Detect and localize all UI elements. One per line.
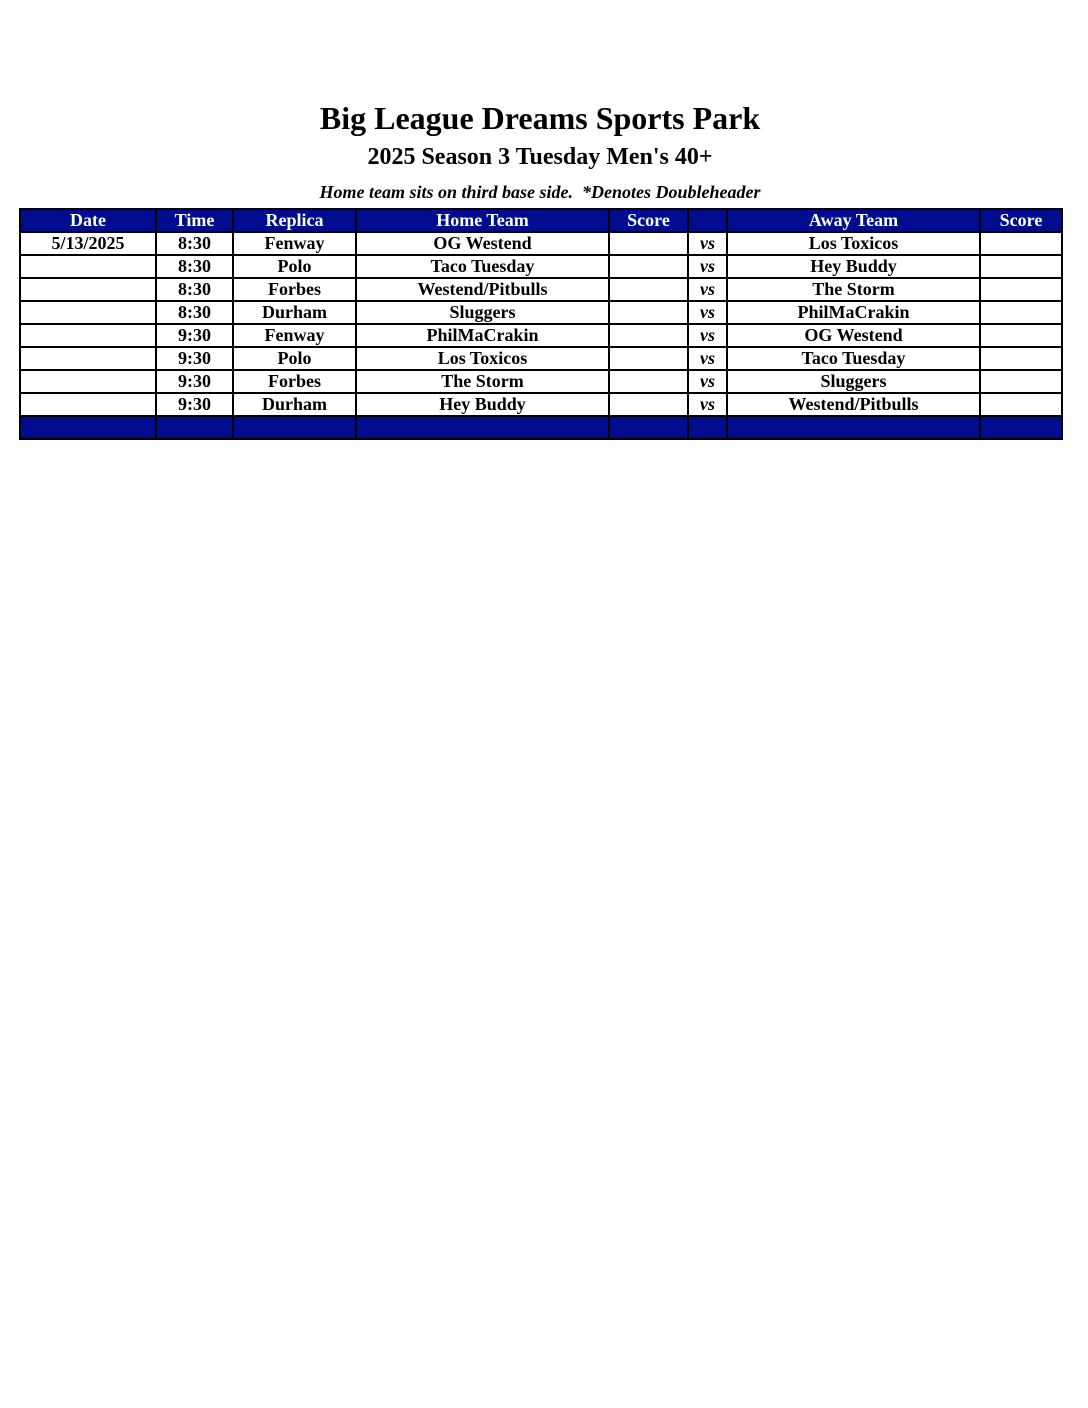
- away-team-cell: Hey Buddy: [727, 255, 980, 278]
- time-cell: 8:30: [156, 278, 233, 301]
- home-team-cell: Taco Tuesday: [356, 255, 609, 278]
- column-header-home-score: Score: [609, 209, 688, 232]
- column-header-away-team: Away Team: [727, 209, 980, 232]
- table-row: [20, 324, 1062, 347]
- home-team-cell: Hey Buddy: [356, 393, 609, 416]
- home-score-cell: [609, 393, 688, 416]
- page-title: Big League Dreams Sports Park: [319, 100, 761, 136]
- column-header-time: Time: [156, 209, 233, 232]
- column-header-vs: [688, 209, 727, 232]
- table-header-row: [20, 209, 1062, 232]
- page-subtitle: 2025 Season 3 Tuesday Men's 40+: [367, 144, 713, 170]
- replica-field-cell: Polo: [233, 255, 356, 278]
- away-team-cell: Sluggers: [727, 370, 980, 393]
- date-cell: [20, 347, 156, 370]
- replica-field-cell: Fenway: [233, 324, 356, 347]
- table-footer-bar: [20, 416, 1062, 439]
- table-row: [20, 278, 1062, 301]
- home-team-cell: PhilMaCrakin: [356, 324, 609, 347]
- footer-cell: [20, 416, 156, 439]
- date-cell: [20, 393, 156, 416]
- vs-cell: vs: [688, 347, 727, 370]
- table-row: [20, 301, 1062, 324]
- away-team-cell: Westend/Pitbulls: [727, 393, 980, 416]
- schedule-table: [19, 208, 1063, 440]
- home-team-cell: Los Toxicos: [356, 347, 609, 370]
- home-score-cell: [609, 370, 688, 393]
- time-cell: 9:30: [156, 347, 233, 370]
- home-team-cell: OG Westend: [356, 232, 609, 255]
- footer-cell: [356, 416, 609, 439]
- home-score-cell: [609, 301, 688, 324]
- time-cell: 9:30: [156, 324, 233, 347]
- footer-cell: [233, 416, 356, 439]
- home-score-cell: [609, 255, 688, 278]
- column-header-date: Date: [20, 209, 156, 232]
- date-cell: 5/13/2025: [20, 232, 156, 255]
- home-score-cell: [609, 347, 688, 370]
- date-cell: [20, 255, 156, 278]
- date-cell: [20, 278, 156, 301]
- away-team-cell: Los Toxicos: [727, 232, 980, 255]
- away-score-cell: [980, 255, 1062, 278]
- away-score-cell: [980, 393, 1062, 416]
- time-cell: 8:30: [156, 232, 233, 255]
- column-header-away-score: Score: [980, 209, 1062, 232]
- date-cell: [20, 370, 156, 393]
- home-team-cell: The Storm: [356, 370, 609, 393]
- vs-cell: vs: [688, 278, 727, 301]
- replica-field-cell: Polo: [233, 347, 356, 370]
- time-cell: 8:30: [156, 255, 233, 278]
- away-score-cell: [980, 301, 1062, 324]
- replica-field-cell: Durham: [233, 301, 356, 324]
- away-team-cell: OG Westend: [727, 324, 980, 347]
- vs-cell: vs: [688, 301, 727, 324]
- away-score-cell: [980, 347, 1062, 370]
- footer-cell: [688, 416, 727, 439]
- table-row: [20, 393, 1062, 416]
- home-team-cell: Sluggers: [356, 301, 609, 324]
- footer-cell: [609, 416, 688, 439]
- schedule-note: Home team sits on third base side. *Denotes Doubleheader: [319, 182, 761, 202]
- away-team-cell: PhilMaCrakin: [727, 301, 980, 324]
- column-header-replica: Replica: [233, 209, 356, 232]
- home-score-cell: [609, 278, 688, 301]
- table-row: [20, 370, 1062, 393]
- away-team-cell: The Storm: [727, 278, 980, 301]
- footer-cell: [156, 416, 233, 439]
- vs-cell: vs: [688, 393, 727, 416]
- replica-field-cell: Fenway: [233, 232, 356, 255]
- away-score-cell: [980, 232, 1062, 255]
- vs-cell: vs: [688, 232, 727, 255]
- vs-cell: vs: [688, 324, 727, 347]
- time-cell: 8:30: [156, 301, 233, 324]
- date-cell: [20, 301, 156, 324]
- away-score-cell: [980, 278, 1062, 301]
- time-cell: 9:30: [156, 370, 233, 393]
- table-row: [20, 232, 1062, 255]
- away-team-cell: Taco Tuesday: [727, 347, 980, 370]
- footer-cell: [727, 416, 980, 439]
- away-score-cell: [980, 324, 1062, 347]
- replica-field-cell: Durham: [233, 393, 356, 416]
- table-row: [20, 255, 1062, 278]
- home-team-cell: Westend/Pitbulls: [356, 278, 609, 301]
- replica-field-cell: Forbes: [233, 278, 356, 301]
- replica-field-cell: Forbes: [233, 370, 356, 393]
- vs-cell: vs: [688, 255, 727, 278]
- vs-cell: vs: [688, 370, 727, 393]
- time-cell: 9:30: [156, 393, 233, 416]
- table-row: [20, 347, 1062, 370]
- date-cell: [20, 324, 156, 347]
- home-score-cell: [609, 324, 688, 347]
- away-score-cell: [980, 370, 1062, 393]
- home-score-cell: [609, 232, 688, 255]
- column-header-home-team: Home Team: [356, 209, 609, 232]
- footer-cell: [980, 416, 1062, 439]
